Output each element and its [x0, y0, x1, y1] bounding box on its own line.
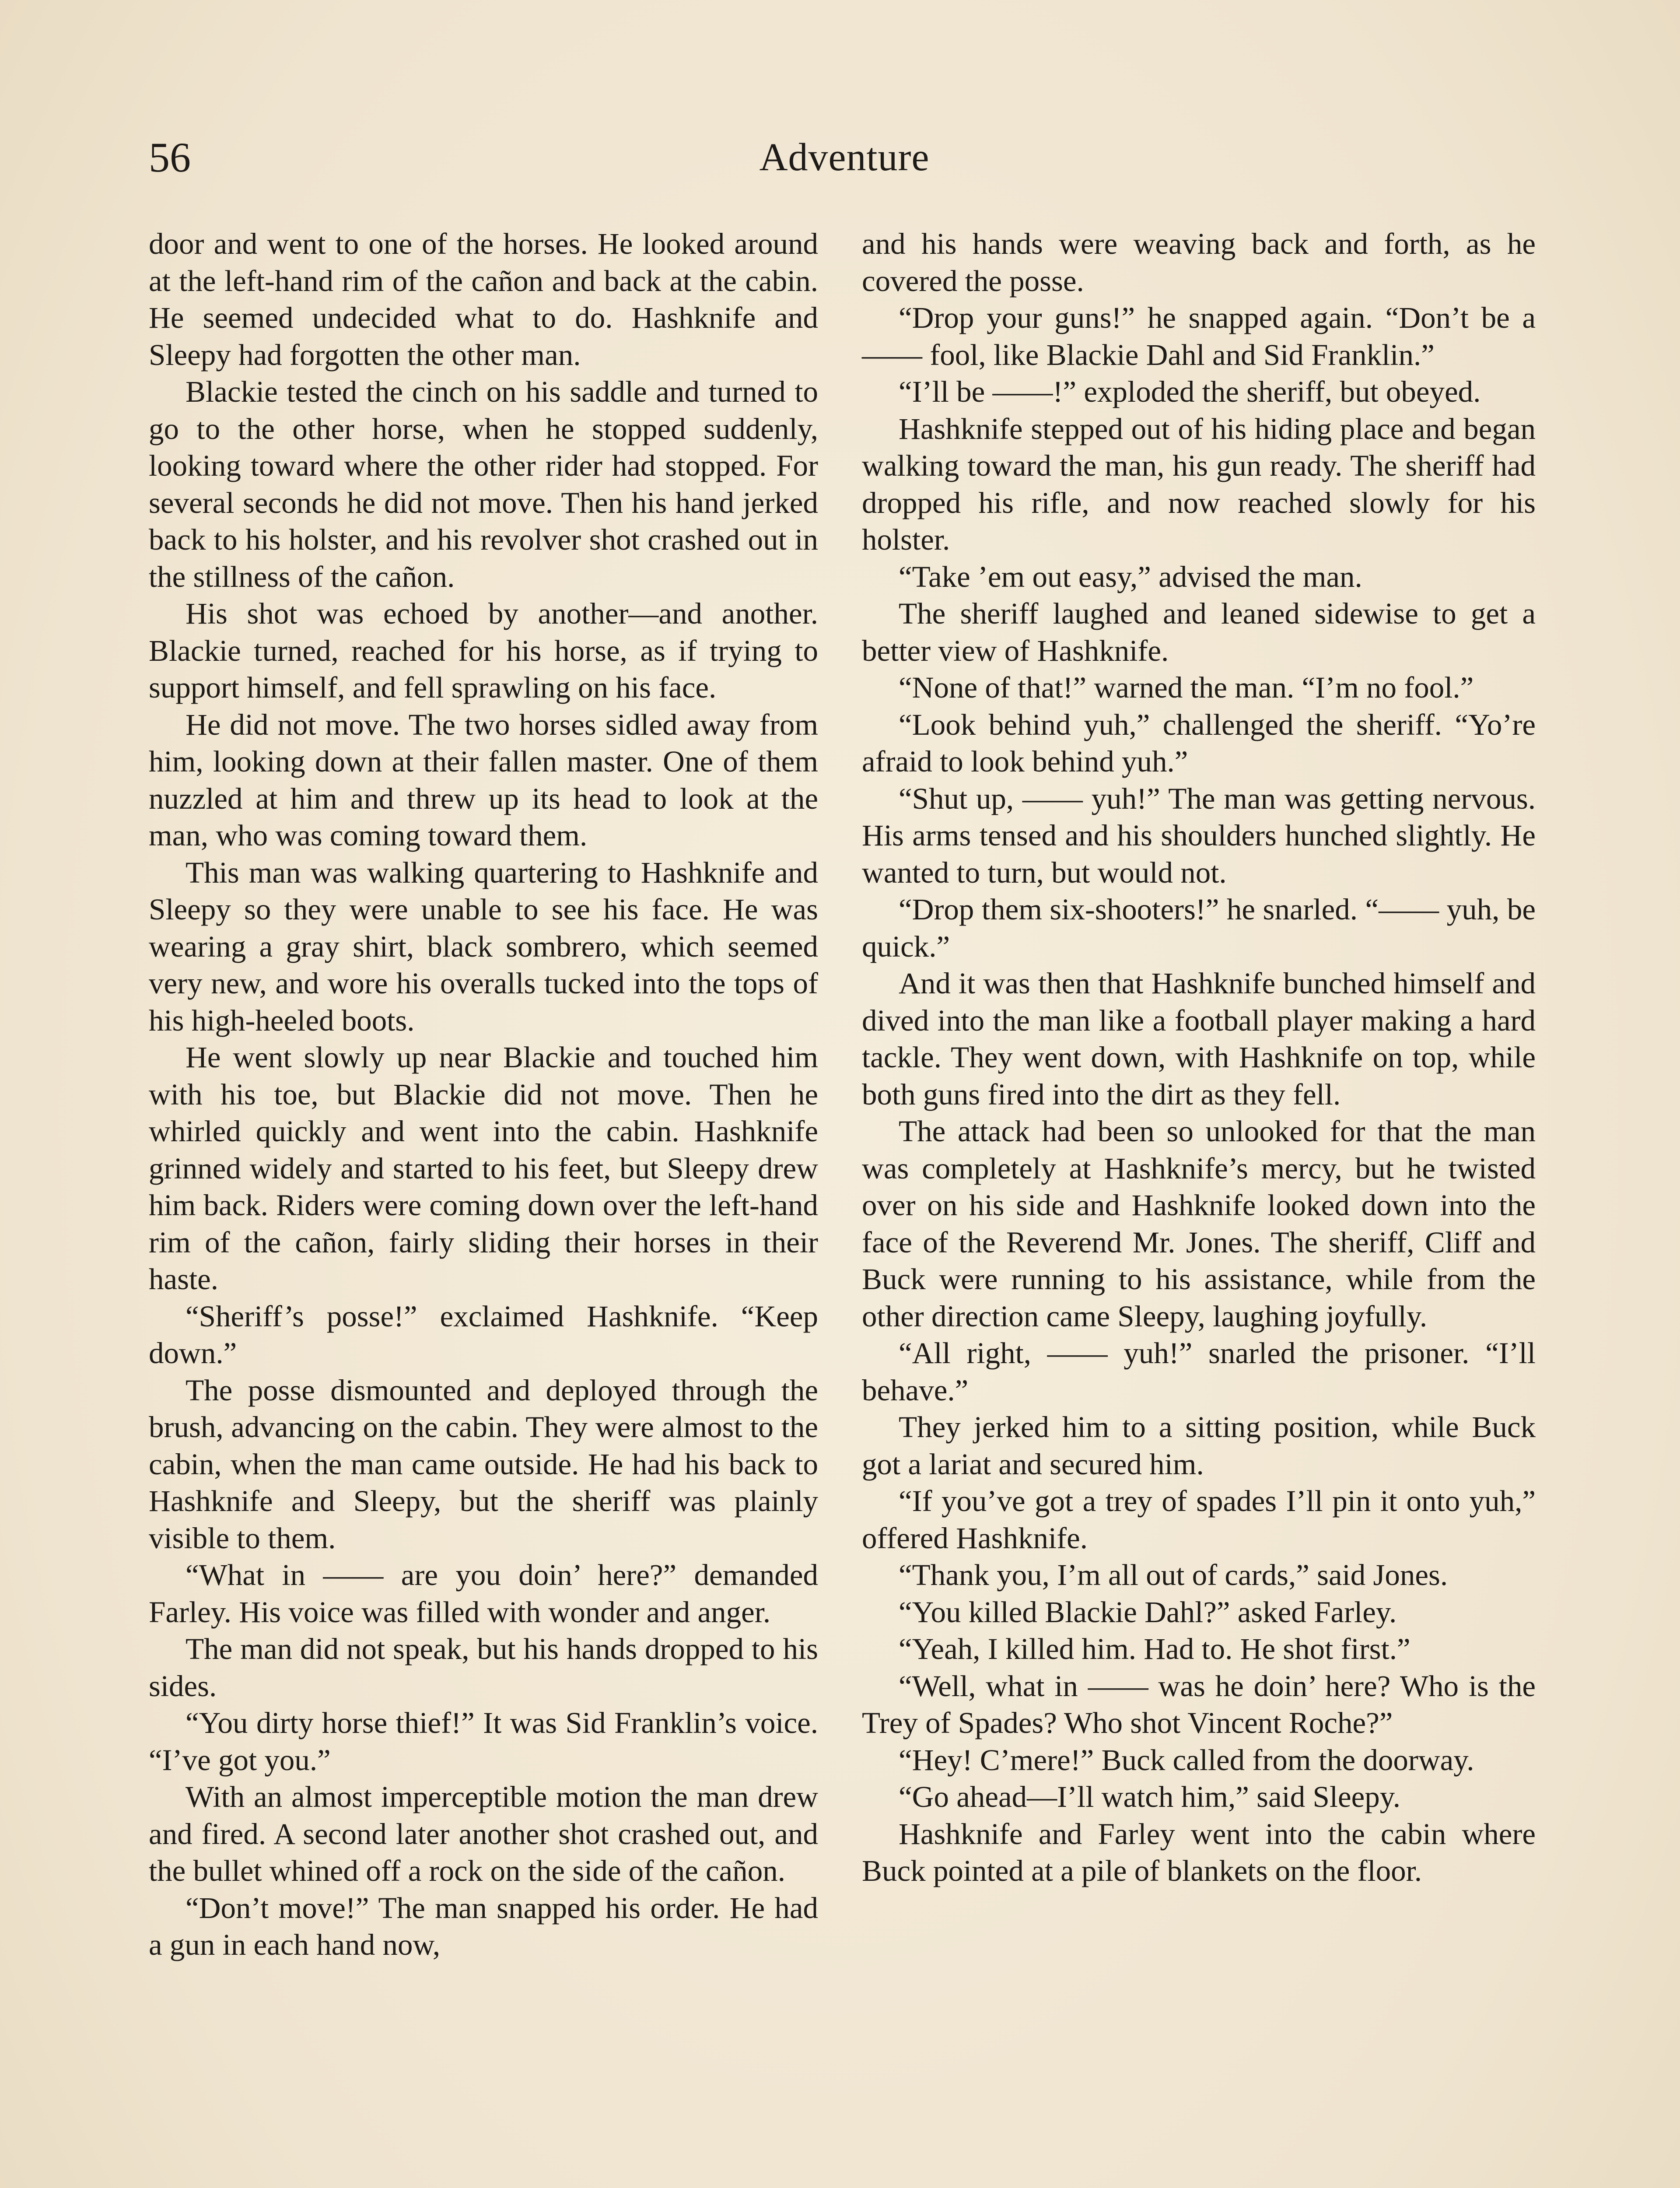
paragraph: The man did not speak, but his hands dropped to his sides. [149, 1632, 818, 1703]
page-number: 56 [149, 134, 191, 181]
paragraph: “Yeah, I killed him. Had to. He shot first.” [899, 1632, 1410, 1666]
paragraph: “Drop your guns!” he snapped again. “Don’t be a —— fool, like Blackie Dahl and Sid Franklin.” [862, 301, 1536, 372]
paragraph: The posse dismounted and deployed through the brush, advancing on the cabin. They were almost to the cabin, when the man came outside. He had his back to Hashknife and Sleepy, but the sheriff was plainly visible to them. [149, 1373, 818, 1555]
paragraph: The attack had been so unlooked for that the man was completely at Hashknife’s mercy, but he twisted over on his side and Hashknife looked down into the face of the Reverend Mr. Jones. The sheriff, Cliff and Buck were running to his assistance, while from the other direction came Sleepy, laughing joyfully. [862, 1115, 1536, 1333]
paragraph: “All right, —— yuh!” snarled the prisoner. “I’ll behave.” [862, 1336, 1536, 1407]
paragraph: “Drop them six-shooters!” he snarled. “—— yuh, be quick.” [862, 893, 1536, 963]
paragraph: “Go ahead—I’ll watch him,” said Sleepy. [899, 1780, 1401, 1813]
paragraph: “Shut up, —— yuh!” The man was getting nervous. His arms tensed and his shoulders hunched slightly. He wanted to turn, but would not. [862, 782, 1536, 889]
paragraph: “Take ’em out easy,” advised the man. [899, 560, 1362, 593]
paragraph: “None of that!” warned the man. “I’m no fool.” [899, 671, 1474, 704]
running-title: Adventure [759, 136, 930, 179]
paragraph: “Hey! C’mere!” Buck called from the doorway. [899, 1743, 1474, 1777]
right-column [862, 225, 1536, 1890]
paragraph: He went slowly up near Blackie and touched him with his toe, but Blackie did not move. Then he whirled quickly and went into the cabin. Hashknife grinned widely and started to his feet, but Sleepy drew him back. Riders were coming down over the left-hand rim of the cañon, fairly sliding their horses in their haste. [149, 1041, 818, 1296]
paragraph: Hashknife stepped out of his hiding place and began walking toward the man, his gun ready. The sheriff had dropped his rifle, and now reached slowly for his holster. [862, 412, 1536, 556]
paragraph: door and went to one of the horses. He looked around at the left-hand rim of the cañon and back at the cabin. He seemed undecided what to do. Hashknife and Sleepy had forgotten the other man. [149, 227, 818, 372]
paragraph: “I’ll be ——!” exploded the sheriff, but obeyed. [899, 375, 1481, 408]
paragraph: The sheriff laughed and leaned sidewise to get a better view of Hashknife. [862, 597, 1536, 667]
paragraph: They jerked him to a sitting position, while Buck got a lariat and secured him. [862, 1410, 1536, 1481]
paragraph: With an almost imperceptible motion the man drew and fired. A second later another shot crashed out, and the bullet whined off a rock on the side of the cañon. [149, 1780, 818, 1887]
left-column [149, 225, 818, 1964]
paragraph: “If you’ve got a trey of spades I’ll pin it onto yuh,” offered Hashknife. [862, 1484, 1536, 1555]
paragraph: “Don’t move!” The man snapped his order. He had a gun in each hand now, [149, 1891, 818, 1961]
paragraph: “You killed Blackie Dahl?” asked Farley. [899, 1595, 1397, 1629]
paragraph: Blackie tested the cinch on his saddle and turned to go to the other horse, when he stopped suddenly, looking toward where the other rider had stopped. For several seconds he did not move. Then his hand jerked back to his holster, and his revolver shot crashed out in the stillness of the cañon. [149, 375, 818, 593]
paragraph: This man was walking quartering to Hashknife and Sleepy so they were unable to see his face. He was wearing a gray shirt, black sombrero, which seemed very new, and wore his overalls tucked into the tops of his high-heeled boots. [149, 856, 818, 1037]
paragraph: “You dirty horse thief!” It was Sid Franklin’s voice. “I’ve got you.” [149, 1706, 818, 1777]
page-header [149, 131, 1540, 184]
paragraph: He did not move. The two horses sidled away from him, looking down at their fallen master. One of them nuzzled at him and threw up its head to look at the man, who was coming toward them. [149, 708, 818, 852]
paragraph: “Thank you, I’m all out of cards,” said Jones. [899, 1558, 1448, 1592]
paragraph: “Sheriff’s posse!” exclaimed Hashknife. “Keep down.” [149, 1299, 818, 1370]
paragraph: “Well, what in —— was he doin’ here? Who is the Trey of Spades? Who shot Vincent Roche?” [862, 1669, 1536, 1739]
paragraph: “Look behind yuh,” challenged the sheriff. “Yo’re afraid to look behind yuh.” [862, 708, 1536, 778]
paragraph: “What in —— are you doin’ here?” demanded Farley. His voice was filled with wonder and anger. [149, 1558, 818, 1629]
paragraph: Hashknife and Farley went into the cabin where Buck pointed at a pile of blankets on the floor. [862, 1817, 1536, 1887]
paragraph: His shot was echoed by another—and another. Blackie turned, reached for his horse, as if trying to support himself, and fell sprawling on his face. [149, 597, 818, 704]
paragraph: and his hands were weaving back and forth, as he covered the posse. [862, 227, 1536, 298]
paragraph: And it was then that Hashknife bunched himself and dived into the man like a football player making a hard tackle. They went down, with Hashknife on top, while both guns fired into the dirt as they fell. [862, 967, 1536, 1111]
